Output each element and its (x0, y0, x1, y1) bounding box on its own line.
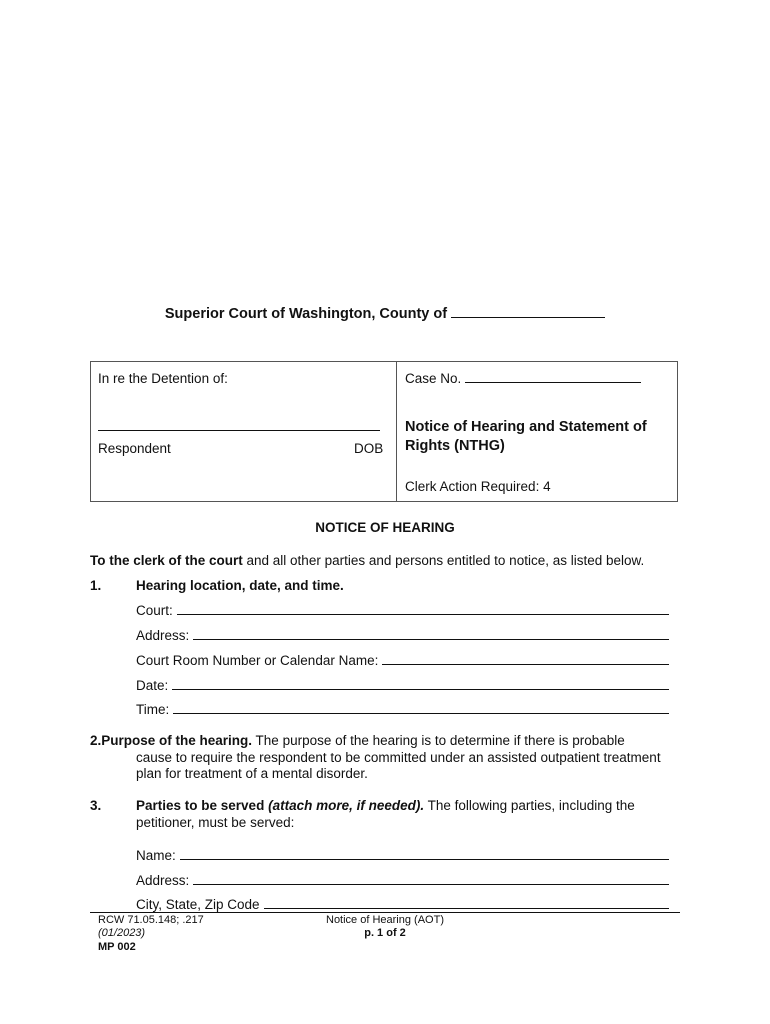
section-1-heading: Hearing location, date, and time. (136, 578, 344, 593)
footer-form-number: MP 002 (98, 941, 136, 953)
section-3-heading-italic: (attach more, if needed). (268, 798, 425, 813)
date-label: Date: (136, 678, 169, 693)
intro-rest: and all other parties and persons entitled to notice, as listed below. (242, 553, 645, 568)
court-title (0, 306, 770, 322)
caption-divider (396, 361, 397, 502)
section-1-number: 1. (90, 578, 102, 593)
respondent-name-blank (98, 430, 380, 431)
clerk-action: Clerk Action Required: 4 (405, 479, 551, 494)
court-title-text: Superior Court of Washington, County of (164, 306, 448, 322)
section-3-text: The following parties, including the petitioner, must be served: (136, 798, 635, 830)
case-number-blank (465, 381, 641, 383)
section-2-text-2: cause to require the respondent to be committed under an assisted outpatient treatment (136, 749, 661, 765)
address-field (136, 625, 669, 643)
address-label: Address: (136, 628, 190, 643)
footer-title: Notice of Hearing (AOT) (326, 914, 444, 926)
party-name-blank (180, 859, 669, 860)
date-field (136, 675, 669, 693)
section-2-number: 2. (90, 733, 102, 748)
section-3 (136, 798, 676, 831)
footer-rule (90, 912, 680, 913)
county-blank (451, 316, 605, 318)
case-number (405, 371, 641, 386)
room-blank (382, 664, 669, 665)
detention-label: In re the Detention of: (98, 371, 228, 386)
section-3-number: 3. (90, 798, 102, 813)
footer-page-number: p. 1 of 2 (364, 927, 406, 939)
court-blank (177, 614, 669, 615)
section-3-heading: Parties to be served (136, 798, 265, 813)
footer-date: (01/2023) (98, 927, 146, 939)
party-city-label: City, State, Zip Code (136, 897, 260, 912)
intro-bold: To the clerk of the court (90, 553, 243, 568)
notice-heading: NOTICE OF HEARING (315, 520, 455, 535)
party-address-label: Address: (136, 873, 190, 888)
party-city-blank (264, 908, 669, 909)
room-field (136, 650, 669, 668)
party-address-field (136, 870, 669, 888)
court-label: Court: (136, 603, 173, 618)
section-2-text-1: The purpose of the hearing is to determine if there is probable (252, 733, 625, 748)
time-blank (173, 713, 669, 714)
date-blank (172, 689, 669, 690)
party-name-label: Name: (136, 848, 176, 863)
document-title: Notice of Hearing and Statement of Rights (NTHG) (405, 419, 647, 454)
section-2 (90, 733, 690, 783)
time-field (136, 699, 669, 717)
respondent-label: Respondent (98, 441, 171, 456)
party-city-field (136, 894, 669, 912)
party-name-field (136, 845, 669, 863)
footer-rcw: RCW 71.05.148; .217 (98, 914, 204, 926)
address-blank (193, 639, 669, 640)
court-field (136, 600, 669, 618)
section-2-text-3: plan for treatment of a mental disorder. (136, 766, 368, 781)
room-label: Court Room Number or Calendar Name: (136, 653, 379, 668)
dob-label: DOB (354, 441, 384, 456)
party-address-blank (193, 884, 669, 885)
time-label: Time: (136, 702, 170, 717)
intro-paragraph (90, 553, 644, 568)
section-2-heading: Purpose of the hearing. (101, 733, 253, 748)
case-no-label: Case No. (405, 371, 462, 386)
